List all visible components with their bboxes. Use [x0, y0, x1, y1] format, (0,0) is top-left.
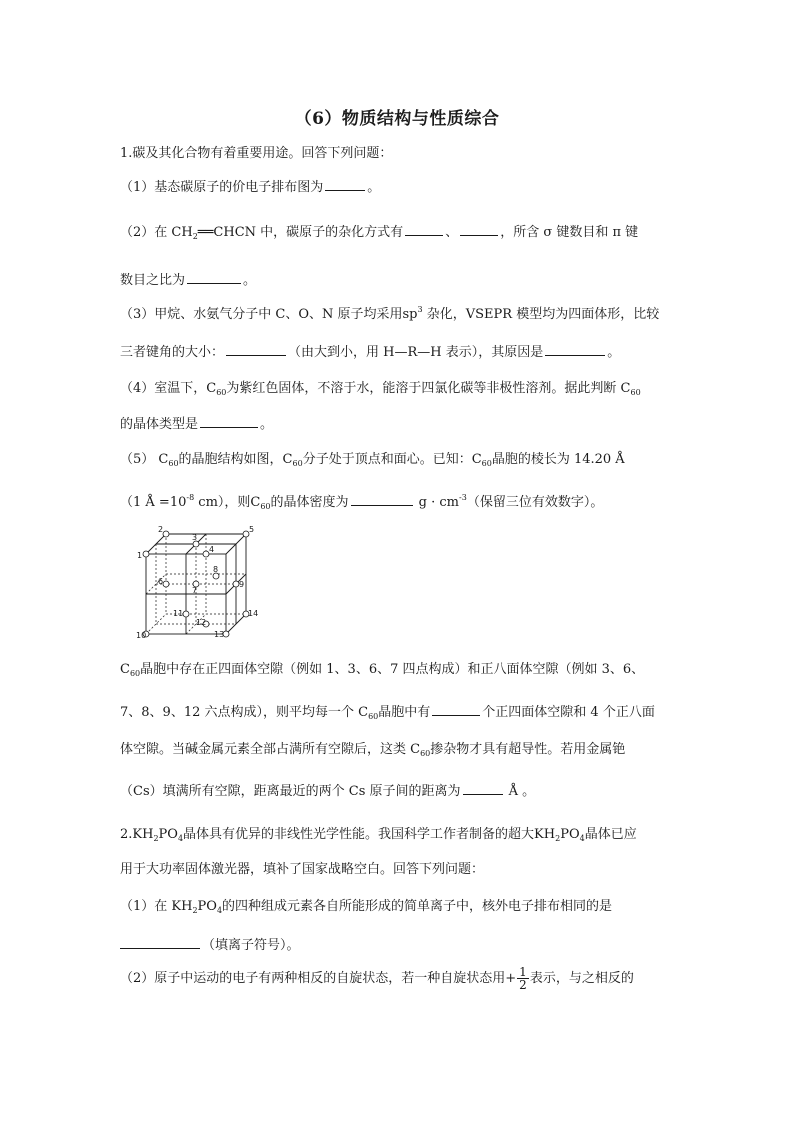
- answer-blank[interactable]: [463, 781, 503, 795]
- fraction: [517, 966, 529, 991]
- answer-blank[interactable]: [432, 702, 480, 716]
- q1-part6-text-c: 7、8、9、12 六点构成），则平均每一个 C: [120, 705, 369, 720]
- q1-part2-text-d: 数目之比为: [120, 273, 186, 288]
- fraction-numerator: 1: [519, 965, 527, 979]
- subscript: 2: [192, 906, 198, 915]
- q1-intro: 1.碳及其化合物有着重要用途。回答下列问题：: [120, 146, 393, 161]
- answer-blank[interactable]: [351, 492, 413, 506]
- subscript: 60: [168, 459, 179, 468]
- label-13: 13: [214, 630, 225, 639]
- q1-part6-text-i: Å 。: [504, 784, 536, 799]
- q1-part6-text-d: 晶胞中有: [378, 705, 431, 720]
- superscript: 3: [417, 305, 423, 314]
- q2-intro-text: 2.KH: [120, 827, 154, 842]
- q1-part6-line3: [120, 741, 680, 760]
- label-8: 8: [213, 565, 219, 574]
- q2-intro-line1: [120, 826, 680, 845]
- q1-part3-text: （3）甲烷、水氨气分子中 C、O、N 原子均采用sp: [120, 307, 418, 322]
- period: 。: [260, 417, 274, 432]
- q1-part5-text-c: 分子处于顶点和面心。已知：C: [302, 452, 482, 467]
- subscript: 60: [481, 459, 492, 468]
- q1-part5-line1: [120, 451, 680, 470]
- q1-part6-text-f: 体空隙。当碱金属元素全部占满所有空隙后，这类 C: [120, 742, 421, 757]
- q1-part4-text: （4）室温下，C: [120, 381, 217, 396]
- q1-part5-text-h: （保留三位有效数字）。: [466, 495, 604, 510]
- fcc-cell-diagram: [136, 524, 268, 642]
- q1-part6-text-e: 个正四面体空隙和 4 个正八面: [482, 705, 655, 720]
- subscript: 2: [153, 834, 159, 843]
- subscript: 60: [420, 749, 431, 758]
- q1-part5-text-f: cm），则C: [194, 495, 261, 510]
- label-6: 6: [158, 577, 164, 586]
- q1-part2-text: （2）在 CH: [120, 225, 193, 240]
- q1-part5-text-e: （1 Å =10: [120, 495, 187, 510]
- q1-part3-line2: [120, 342, 680, 362]
- q1-part2-text-b: ══CHCN 中，碳原子的杂化方式有: [197, 225, 404, 240]
- q1-part3-text-c: 三者键角的大小：: [120, 345, 225, 360]
- q2-intro-text-c: 晶体具有优异的非线性光学性能。我国科学工作者制备的超大KH: [183, 827, 556, 842]
- q2-part1-text-c: 的四种组成元素各自所能形成的简单离子中，核外电子排布相同的是: [222, 899, 613, 914]
- subscript: 60: [260, 502, 271, 511]
- label-3: 3: [192, 533, 198, 542]
- q2-intro-text-d: PO: [560, 827, 580, 842]
- answer-blank[interactable]: [545, 342, 605, 356]
- q1-part6-text-b: 晶胞中存在正四面体空隙（例如 1、3、6、7 四点构成）和正八面体空隙（例如 3、6、: [140, 662, 645, 677]
- label-14: 14: [248, 609, 259, 618]
- label-1: 1: [137, 551, 143, 560]
- q1-part5-text: （5） C: [120, 452, 169, 467]
- answer-blank[interactable]: [460, 222, 498, 236]
- q1-part5-text-g: 的晶体密度为: [270, 495, 349, 510]
- q1-part5-text-d: 晶胞的棱长为 14.20 Å: [491, 452, 625, 467]
- label-2: 2: [158, 525, 164, 534]
- subscript: 2: [192, 232, 198, 241]
- subscript: 60: [292, 459, 303, 468]
- q1-part2-text-c: ，所含 σ 键数目和 π 键: [500, 225, 639, 240]
- answer-blank[interactable]: [325, 177, 365, 191]
- subscript: 60: [129, 669, 141, 678]
- answer-blank[interactable]: [187, 270, 241, 284]
- q1-part6-text: C: [120, 662, 130, 677]
- q1-part3-text-b: 杂化，VSEPR 模型均为四面体形，比较: [422, 307, 660, 322]
- q1-part2-line1: [120, 222, 680, 243]
- period: 。: [607, 345, 621, 360]
- q2-part2-text: （2）原子中运动的电子有两种相反的自旋状态，若一种自旋状态用+: [120, 971, 517, 986]
- subscript: 60: [368, 712, 379, 721]
- q2-part1-text: （1）在 KH: [120, 899, 193, 914]
- q1-part6-line1: [120, 661, 680, 680]
- q2-part1-text-d: （填离子符号）。: [202, 938, 300, 953]
- q1-part6-line2: [120, 702, 680, 723]
- q1-part5-line2: [120, 492, 680, 513]
- q1-part3-line1: [120, 306, 680, 325]
- q2-part2-line1: [120, 966, 680, 991]
- subscript: 60: [630, 388, 641, 397]
- label-9: 9: [239, 580, 245, 589]
- label-12: 12: [196, 618, 207, 627]
- label-4: 4: [209, 545, 215, 554]
- q2-intro-text-b: PO: [158, 827, 178, 842]
- q1-part2-line2: [120, 270, 680, 290]
- q1-part6-text-g: 掺杂物才具有超导性。若用金属铯: [430, 742, 626, 757]
- q2-part2-text-b: 表示，与之相反的: [529, 971, 634, 986]
- answer-blank[interactable]: [405, 222, 443, 236]
- separator: 、: [445, 225, 459, 240]
- label-10: 10: [136, 631, 147, 640]
- subscript: 2: [555, 834, 561, 843]
- q1-part4-text-c: 的晶体类型是: [120, 417, 199, 432]
- fraction-denominator: 2: [519, 978, 527, 992]
- superscript: -8: [186, 493, 195, 502]
- crystal-cell-figure: [136, 524, 268, 642]
- answer-blank[interactable]: [226, 342, 286, 356]
- answer-blank[interactable]: [120, 935, 200, 949]
- subscript: 4: [579, 834, 585, 843]
- q1-part3-text-d: （由大到小，用 H—R—H 表示），其原因是: [288, 345, 544, 360]
- q2-part1-line2: [120, 935, 680, 955]
- q1-part1-text: （1）基态碳原子的价电子排布图为: [120, 180, 324, 195]
- answer-blank[interactable]: [200, 414, 258, 428]
- subscript: 4: [177, 834, 184, 843]
- q1-part6-line4: [120, 781, 680, 801]
- q1-part1: [120, 177, 680, 197]
- period: 。: [243, 273, 257, 288]
- label-7: 7: [192, 586, 198, 595]
- q2-part1-line1: [120, 898, 680, 917]
- superscript: -3: [459, 493, 467, 502]
- q1-part5-text-b: 的晶胞结构如图，C: [178, 452, 293, 467]
- q1-part1-end: 。: [367, 180, 381, 195]
- q1-part6-text-h: （Cs）填满所有空隙，距离最近的两个 Cs 原子间的距离为: [120, 784, 461, 799]
- subscript: 60: [216, 388, 227, 397]
- q2-part1-text-b: PO: [197, 899, 217, 914]
- q1-part4-text-b: 为紫红色固体，不溶于水，能溶于四氯化碳等非极性溶剂。据此判断 C: [226, 381, 631, 396]
- label-11: 11: [173, 609, 184, 618]
- q1-part4-line2: [120, 414, 680, 434]
- page-title: （6）物质结构与性质综合: [294, 109, 500, 129]
- q2-intro-line2: 用于大功率固体激光器，填补了国家战略空白。回答下列问题：: [120, 862, 485, 877]
- q1-part4-line1: [120, 380, 680, 399]
- subscript: 4: [216, 906, 223, 915]
- q2-intro-text-e: 晶体已应: [584, 827, 637, 842]
- unit: g · cm: [414, 495, 460, 510]
- label-5: 5: [249, 525, 255, 534]
